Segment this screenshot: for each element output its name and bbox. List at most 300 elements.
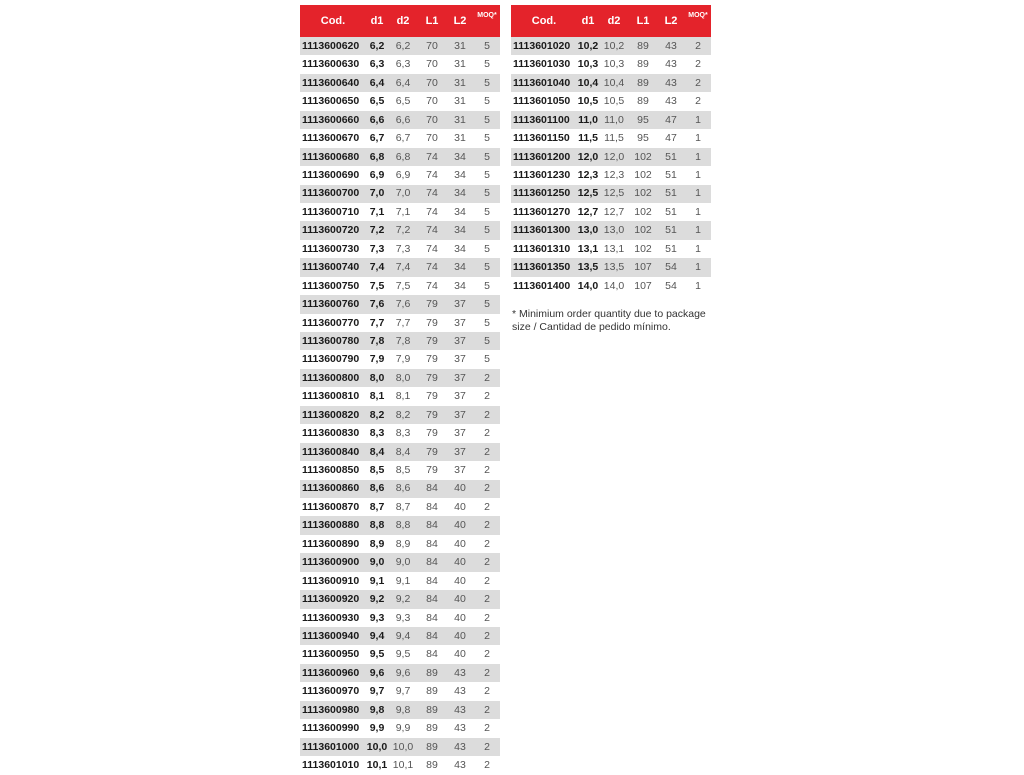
cell-l2: 47 xyxy=(665,132,677,145)
cell-l1: 74 xyxy=(418,185,446,203)
table-row xyxy=(511,74,711,92)
cell-d1: 8,7 xyxy=(369,500,385,513)
cell-moq: 1 xyxy=(695,205,701,218)
cell-l2: 54 xyxy=(665,279,677,292)
table-row xyxy=(300,92,500,110)
cell-l2: 37 xyxy=(446,295,474,313)
table-row xyxy=(300,461,500,479)
cell-cod: 1113600780 xyxy=(300,332,366,350)
cell-d2: 12,5 xyxy=(599,185,629,203)
cell-l1: 74 xyxy=(426,169,438,182)
cell-d1: 9,2 xyxy=(366,590,388,608)
cell-d2: 8,7 xyxy=(395,500,411,513)
cell-l2: 37 xyxy=(454,390,466,403)
cell-d1: 7,3 xyxy=(369,242,385,255)
cell-moq: 1 xyxy=(695,132,701,145)
table-row xyxy=(511,277,711,295)
cell-l1: 102 xyxy=(629,221,657,239)
cell-moq: 1 xyxy=(685,221,711,239)
cell-moq: 5 xyxy=(484,316,490,329)
cell-l1: 107 xyxy=(629,258,657,276)
cell-cod: 1113600770 xyxy=(302,316,360,329)
cell-moq: 2 xyxy=(695,58,701,71)
cell-d1: 8,3 xyxy=(369,427,385,440)
cell-cod: 1113601150 xyxy=(513,132,570,145)
header-d1: d1 xyxy=(577,5,599,37)
cell-l1: 70 xyxy=(418,111,446,129)
cell-cod: 1113600790 xyxy=(302,353,360,366)
table-row xyxy=(511,37,711,55)
cell-cod: 1113600890 xyxy=(302,537,360,550)
cell-d2: 9,5 xyxy=(395,648,411,661)
table-row xyxy=(300,369,500,387)
cell-cod: 1113600710 xyxy=(302,205,360,218)
spec-table-left xyxy=(300,5,500,775)
cell-d2: 8,8 xyxy=(388,516,418,534)
cell-d2: 9,8 xyxy=(388,701,418,719)
cell-d1: 7,1 xyxy=(369,205,385,218)
cell-l2: 34 xyxy=(446,185,474,203)
cell-cod: 1113600840 xyxy=(300,443,366,461)
cell-l1: 84 xyxy=(418,480,446,498)
cell-cod: 1113600830 xyxy=(302,427,360,440)
cell-l2: 34 xyxy=(454,205,466,218)
header-l1: L1 xyxy=(629,5,657,37)
cell-l2: 51 xyxy=(665,205,677,218)
cell-l2: 34 xyxy=(454,279,466,292)
cell-d2: 8,4 xyxy=(388,443,418,461)
cell-l1: 84 xyxy=(426,611,438,624)
header-d1: d1 xyxy=(366,5,388,37)
cell-d2: 7,8 xyxy=(388,332,418,350)
cell-l2: 40 xyxy=(446,590,474,608)
cell-cod: 1113600700 xyxy=(300,185,366,203)
cell-d1: 8,5 xyxy=(369,464,385,477)
cell-d1: 10,5 xyxy=(577,95,599,108)
cell-d2: 7,0 xyxy=(388,185,418,203)
cell-d2: 9,6 xyxy=(388,664,418,682)
cell-l1: 70 xyxy=(418,74,446,92)
cell-l2: 51 xyxy=(657,221,685,239)
cell-moq: 1 xyxy=(695,169,701,182)
cell-d2: 9,2 xyxy=(388,590,418,608)
header-d2: d2 xyxy=(599,5,629,37)
cell-l1: 84 xyxy=(426,500,438,513)
cell-d1: 7,5 xyxy=(369,279,385,292)
cell-d1: 9,3 xyxy=(369,611,385,624)
cell-l2: 51 xyxy=(657,185,685,203)
cell-d2: 8,6 xyxy=(388,480,418,498)
cell-d1: 8,1 xyxy=(369,390,385,403)
cell-d2: 7,3 xyxy=(395,242,411,255)
cell-d2: 13,5 xyxy=(599,258,629,276)
table-row xyxy=(511,166,711,184)
cell-moq: 5 xyxy=(484,95,490,108)
cell-cod: 1113600960 xyxy=(300,664,366,682)
cell-d2: 9,3 xyxy=(395,611,411,624)
cell-l1: 74 xyxy=(426,279,438,292)
cell-l2: 47 xyxy=(657,111,685,129)
cell-l1: 89 xyxy=(637,58,649,71)
table-row xyxy=(300,535,500,553)
cell-d2: 11,5 xyxy=(604,132,624,145)
table-row xyxy=(300,350,500,368)
cell-l1: 84 xyxy=(418,516,446,534)
table-row xyxy=(300,55,500,73)
cell-d1: 7,7 xyxy=(369,316,385,329)
cell-moq: 2 xyxy=(484,611,490,624)
cell-moq: 5 xyxy=(484,242,490,255)
cell-l1: 79 xyxy=(426,353,438,366)
cell-d1: 13,0 xyxy=(577,221,599,239)
cell-cod: 1113601050 xyxy=(513,95,571,108)
cell-l1: 79 xyxy=(426,427,438,440)
cell-d2: 6,3 xyxy=(395,58,411,71)
table-row xyxy=(300,314,500,332)
cell-l2: 40 xyxy=(446,627,474,645)
cell-d1: 9,0 xyxy=(366,553,388,571)
cell-d2: 7,5 xyxy=(395,279,411,292)
table-header-row xyxy=(511,5,711,37)
cell-l1: 84 xyxy=(418,627,446,645)
cell-d1: 12,5 xyxy=(577,185,599,203)
cell-d2: 7,9 xyxy=(395,353,411,366)
table-row xyxy=(300,590,500,608)
cell-d1: 9,1 xyxy=(369,574,385,587)
cell-d1: 11,5 xyxy=(578,132,598,145)
cell-l2: 37 xyxy=(446,332,474,350)
cell-d1: 10,1 xyxy=(366,759,388,772)
header-moq: MOQ* xyxy=(685,5,711,37)
cell-l2: 37 xyxy=(454,353,466,366)
cell-l1: 79 xyxy=(426,390,438,403)
table-row xyxy=(300,221,500,239)
table-row xyxy=(300,480,500,498)
cell-l2: 34 xyxy=(446,148,474,166)
cell-d1: 10,4 xyxy=(577,74,599,92)
cell-moq: 5 xyxy=(484,353,490,366)
cell-d2: 6,4 xyxy=(388,74,418,92)
cell-d1: 9,6 xyxy=(366,664,388,682)
cell-d2: 7,6 xyxy=(388,295,418,313)
cell-l1: 102 xyxy=(634,205,652,218)
cell-cod: 1113600940 xyxy=(300,627,366,645)
cell-l2: 40 xyxy=(454,537,466,550)
cell-l2: 40 xyxy=(454,611,466,624)
cell-d1: 6,4 xyxy=(366,74,388,92)
cell-d1: 9,5 xyxy=(369,648,385,661)
cell-d2: 9,1 xyxy=(395,574,411,587)
cell-l2: 37 xyxy=(446,369,474,387)
table-row xyxy=(511,111,711,129)
cell-l1: 107 xyxy=(634,279,652,292)
cell-d2: 10,0 xyxy=(388,738,418,756)
cell-d2: 8,1 xyxy=(395,390,411,403)
cell-d1: 10,2 xyxy=(577,37,599,55)
table-row xyxy=(300,203,500,221)
cell-l2: 51 xyxy=(665,169,677,182)
cell-cod: 1113600900 xyxy=(300,553,366,571)
cell-d1: 8,4 xyxy=(366,443,388,461)
cell-cod: 1113600820 xyxy=(300,406,366,424)
cell-l2: 43 xyxy=(454,759,466,772)
table-row xyxy=(300,277,500,295)
cell-l1: 79 xyxy=(426,316,438,329)
header-l1: L1 xyxy=(418,5,446,37)
table-row xyxy=(300,498,500,516)
cell-d2: 10,1 xyxy=(392,759,414,772)
cell-cod: 1113600630 xyxy=(302,58,360,71)
cell-cod: 1113600980 xyxy=(300,701,366,719)
cell-l2: 37 xyxy=(446,406,474,424)
cell-l1: 102 xyxy=(629,148,657,166)
cell-l1: 89 xyxy=(426,685,438,698)
cell-l2: 43 xyxy=(454,685,466,698)
cell-cod: 1113601020 xyxy=(511,37,577,55)
cell-d1: 8,6 xyxy=(366,480,388,498)
cell-d2: 8,5 xyxy=(395,464,411,477)
cell-moq: 5 xyxy=(474,74,500,92)
table-row xyxy=(511,240,711,258)
cell-l2: 40 xyxy=(454,574,466,587)
spec-table-right xyxy=(511,5,711,295)
table-row xyxy=(300,443,500,461)
cell-moq: 2 xyxy=(484,759,490,772)
cell-d1: 14,0 xyxy=(577,279,599,292)
cell-moq: 5 xyxy=(484,205,490,218)
table-row xyxy=(300,756,500,774)
cell-cod: 1113600730 xyxy=(302,242,360,255)
cell-moq: 5 xyxy=(474,111,500,129)
cell-l2: 40 xyxy=(446,553,474,571)
cell-l1: 79 xyxy=(418,369,446,387)
cell-l1: 84 xyxy=(418,553,446,571)
cell-l2: 51 xyxy=(657,148,685,166)
cell-d2: 7,2 xyxy=(388,221,418,239)
cell-l2: 31 xyxy=(454,95,466,108)
cell-l2: 43 xyxy=(446,701,474,719)
table-row xyxy=(300,719,500,737)
table-row xyxy=(511,203,711,221)
cell-d2: 6,7 xyxy=(395,132,411,145)
cell-l1: 89 xyxy=(629,37,657,55)
cell-l2: 43 xyxy=(657,74,685,92)
cell-l1: 70 xyxy=(426,95,438,108)
cell-cod: 1113601000 xyxy=(300,738,366,756)
cell-l2: 51 xyxy=(665,242,677,255)
cell-cod: 1113600670 xyxy=(302,132,360,145)
cell-d1: 6,3 xyxy=(369,58,385,71)
table-row xyxy=(300,148,500,166)
cell-d2: 14,0 xyxy=(603,279,625,292)
cell-l2: 40 xyxy=(446,516,474,534)
cell-l2: 31 xyxy=(454,132,466,145)
cell-moq: 2 xyxy=(474,701,500,719)
cell-cod: 1113601040 xyxy=(511,74,577,92)
cell-moq: 2 xyxy=(484,464,490,477)
table-row xyxy=(511,92,711,110)
cell-l2: 43 xyxy=(446,664,474,682)
cell-moq: 2 xyxy=(474,443,500,461)
cell-cod: 1113600660 xyxy=(300,111,366,129)
cell-cod: 1113600990 xyxy=(302,722,360,735)
cell-d2: 8,3 xyxy=(395,427,411,440)
cell-l1: 79 xyxy=(426,464,438,477)
header-l2: L2 xyxy=(446,5,474,37)
table-row xyxy=(300,74,500,92)
cell-d1: 8,9 xyxy=(369,537,385,550)
cell-d1: 13,5 xyxy=(577,258,599,276)
cell-l2: 43 xyxy=(446,738,474,756)
cell-d2: 13,1 xyxy=(603,242,625,255)
cell-l2: 34 xyxy=(454,169,466,182)
cell-d1: 10,3 xyxy=(577,58,599,71)
cell-cod: 1113601300 xyxy=(511,221,577,239)
cell-cod: 1113600850 xyxy=(302,464,360,477)
cell-moq: 5 xyxy=(474,37,500,55)
cell-moq: 2 xyxy=(474,480,500,498)
table-row xyxy=(300,129,500,147)
cell-l1: 102 xyxy=(634,242,652,255)
cell-l1: 89 xyxy=(418,701,446,719)
cell-d2: 8,0 xyxy=(388,369,418,387)
cell-l2: 54 xyxy=(657,258,685,276)
cell-l2: 43 xyxy=(665,95,677,108)
table-row xyxy=(511,258,711,276)
cell-l1: 89 xyxy=(637,95,649,108)
cell-cod: 1113600650 xyxy=(302,95,360,108)
cell-l1: 74 xyxy=(418,148,446,166)
cell-cod: 1113601100 xyxy=(511,111,577,129)
cell-moq: 2 xyxy=(474,664,500,682)
cell-moq: 1 xyxy=(685,185,711,203)
cell-l1: 84 xyxy=(418,590,446,608)
cell-cod: 1113601250 xyxy=(511,185,577,203)
cell-moq: 2 xyxy=(474,406,500,424)
cell-moq: 1 xyxy=(695,279,701,292)
cell-d1: 9,9 xyxy=(369,722,385,735)
cell-moq: 5 xyxy=(474,332,500,350)
cell-moq: 5 xyxy=(474,148,500,166)
cell-d2: 9,0 xyxy=(388,553,418,571)
table-row xyxy=(300,627,500,645)
cell-moq: 2 xyxy=(695,95,701,108)
cell-cod: 1113601350 xyxy=(511,258,577,276)
cell-l1: 70 xyxy=(426,132,438,145)
table-row xyxy=(300,332,500,350)
cell-d2: 6,2 xyxy=(388,37,418,55)
cell-d1: 9,8 xyxy=(366,701,388,719)
cell-l1: 74 xyxy=(418,221,446,239)
table-row xyxy=(300,645,500,663)
cell-d1: 8,0 xyxy=(366,369,388,387)
cell-d2: 10,3 xyxy=(603,58,625,71)
table-row xyxy=(300,37,500,55)
table-row xyxy=(300,185,500,203)
cell-l1: 74 xyxy=(418,258,446,276)
cell-cod: 1113601030 xyxy=(513,58,571,71)
cell-moq: 2 xyxy=(474,369,500,387)
table-row xyxy=(511,221,711,239)
cell-moq: 5 xyxy=(474,185,500,203)
cell-moq: 5 xyxy=(474,258,500,276)
header-cod: Cod. xyxy=(511,5,577,37)
cell-d1: 6,2 xyxy=(366,37,388,55)
table-row xyxy=(300,553,500,571)
cell-d1: 6,6 xyxy=(366,111,388,129)
cell-d1: 6,5 xyxy=(369,95,385,108)
cell-d1: 6,7 xyxy=(369,132,385,145)
table-row xyxy=(511,185,711,203)
cell-d2: 7,7 xyxy=(395,316,411,329)
cell-moq: 2 xyxy=(474,553,500,571)
cell-d2: 7,1 xyxy=(395,205,411,218)
cell-d1: 10,0 xyxy=(366,738,388,756)
table-row xyxy=(300,166,500,184)
cell-l2: 31 xyxy=(446,111,474,129)
cell-moq: 1 xyxy=(685,258,711,276)
cell-l1: 89 xyxy=(418,738,446,756)
cell-l1: 84 xyxy=(426,574,438,587)
cell-d1: 6,9 xyxy=(369,169,385,182)
table-row xyxy=(300,609,500,627)
cell-moq: 5 xyxy=(474,295,500,313)
cell-cod: 1113601310 xyxy=(513,242,571,255)
cell-l1: 74 xyxy=(426,205,438,218)
cell-l2: 31 xyxy=(446,37,474,55)
cell-cod: 1113600760 xyxy=(300,295,366,313)
cell-d2: 10,5 xyxy=(603,95,625,108)
cell-cod: 1113601270 xyxy=(513,205,571,218)
table-row xyxy=(300,682,500,700)
cell-moq: 2 xyxy=(474,516,500,534)
cell-l1: 89 xyxy=(426,722,438,735)
cell-l1: 95 xyxy=(637,132,649,145)
cell-d2: 13,0 xyxy=(599,221,629,239)
cell-l1: 79 xyxy=(418,406,446,424)
cell-d1: 13,1 xyxy=(577,242,599,255)
cell-d1: 7,9 xyxy=(369,353,385,366)
table-row xyxy=(300,738,500,756)
cell-l2: 43 xyxy=(657,37,685,55)
cell-cod: 1113600740 xyxy=(300,258,366,276)
cell-cod: 1113600800 xyxy=(300,369,366,387)
cell-l2: 40 xyxy=(446,480,474,498)
cell-cod: 1113601400 xyxy=(513,279,571,292)
cell-cod: 1113600620 xyxy=(300,37,366,55)
cell-cod: 1113600970 xyxy=(302,685,360,698)
cell-l1: 84 xyxy=(426,537,438,550)
cell-l2: 40 xyxy=(454,500,466,513)
cell-d2: 8,9 xyxy=(395,537,411,550)
cell-cod: 1113600810 xyxy=(302,390,360,403)
cell-cod: 1113600720 xyxy=(300,221,366,239)
table-header-row xyxy=(300,5,500,37)
cell-d2: 6,8 xyxy=(388,148,418,166)
cell-l2: 37 xyxy=(454,427,466,440)
table-row xyxy=(300,406,500,424)
cell-d2: 11,0 xyxy=(599,111,629,129)
cell-cod: 1113600640 xyxy=(300,74,366,92)
cell-d1: 9,4 xyxy=(366,627,388,645)
cell-l2: 40 xyxy=(454,648,466,661)
cell-d1: 7,8 xyxy=(366,332,388,350)
cell-l1: 74 xyxy=(426,242,438,255)
cell-l2: 37 xyxy=(454,316,466,329)
cell-cod: 1113600690 xyxy=(302,169,360,182)
cell-l1: 95 xyxy=(629,111,657,129)
cell-l2: 31 xyxy=(446,74,474,92)
